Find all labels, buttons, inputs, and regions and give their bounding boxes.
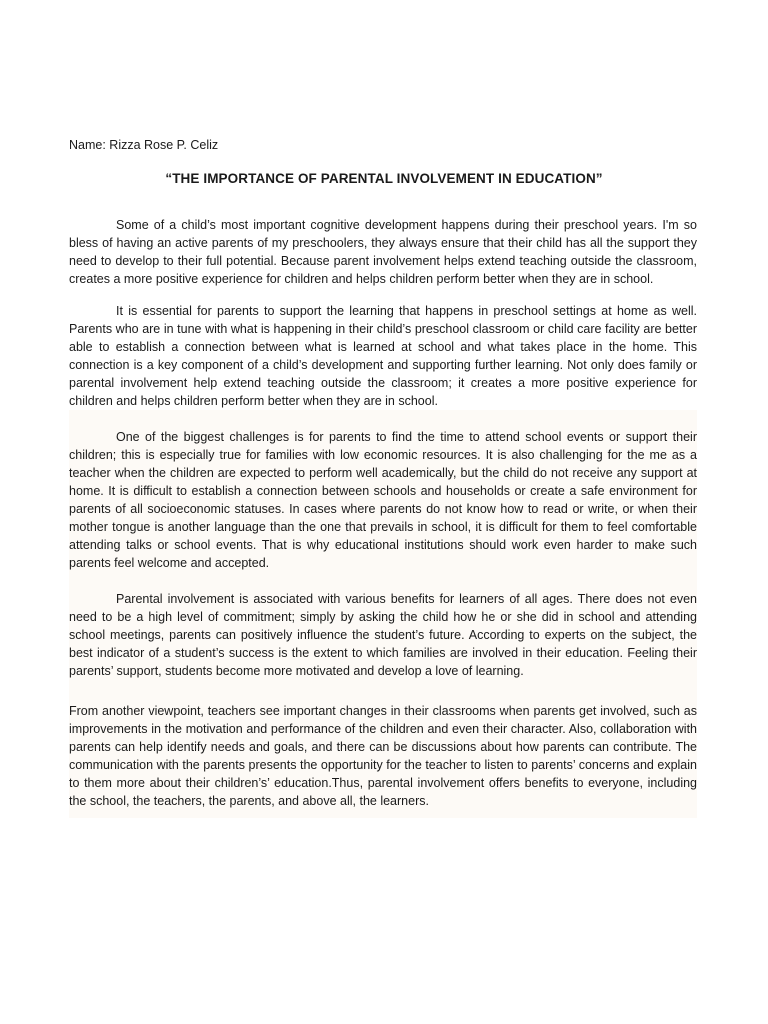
paragraph-2: It is essential for parents to support the learning that happens in preschool settings at home as well. Parents who are in tune with what is happening in their child’s preschool classroom or child care facility are better able to establish a connection between what is learned at school and what takes place in the home. This connection is a key component of a child’s development and supporting further learning. Not only does family or parental involvement help extend teaching outside the classroom; it creates a more positive experience for children and helps children perform better when they are in school. xyxy=(69,304,697,408)
paragraph-1: Some of a child’s most important cognitive development happens during their preschool years. I'm so bless of having an active parents of my preschoolers, they always ensure that their child has all the support they need to develop to their full potential. Because parent involvement helps extend teaching outside the classroom, creates a more positive experience for children and helps children perform better when they are in school. xyxy=(69,218,697,286)
paragraph-5: From another viewpoint, teachers see important changes in their classrooms when parents get involved, such as improvements in the motivation and performance of the children and even their character. Also, collaboration with parents can help identify needs and goals, and there can be discussions about how parents can contribute. The communication with the parents presents the opportunity for the teacher to listen to parents’ concerns and explain to them more about their children’s’ education.Thus, parental involvement offers benefits to everyone, including the school, the teachers, the parents, and above all, the learners. xyxy=(69,680,697,818)
author-name: Name: Rizza Rose P. Celiz xyxy=(69,138,219,152)
document-title: “THE IMPORTANCE OF PARENTAL INVOLVEMENT IN EDUCATION” xyxy=(165,171,603,186)
paragraph-3: One of the biggest challenges is for parents to find the time to attend school events or support their children; this is especially true for families with low economic resources. It is also challenging for the me as a teacher when the children are expected to perform well academically, but the child do not receive any support at home. It is difficult to establish a connection between schools and households or create a safe environment for parents of all socioeconomic statuses. In cases where parents do not know how to read or write, or when their mother tongue is another language than the one that prevails in school, it is difficult for them to feel comfortable attending talks or school events. That is why educational institutions should work even harder to make such parents feel welcome and accepted. xyxy=(69,410,697,572)
paragraph-4: Parental involvement is associated with various benefits for learners of all ages. There does not even need to be a high level of commitment; simply by asking the child how he or she did in school and attending school meetings, parents can positively influence the student’s future. According to experts on the subject, the best indicator of a student’s success is the extent to which families are involved in their education. Feeling their parents’ support, students become more motivated and develop a love of learning. xyxy=(69,572,697,680)
document-body xyxy=(69,216,697,818)
